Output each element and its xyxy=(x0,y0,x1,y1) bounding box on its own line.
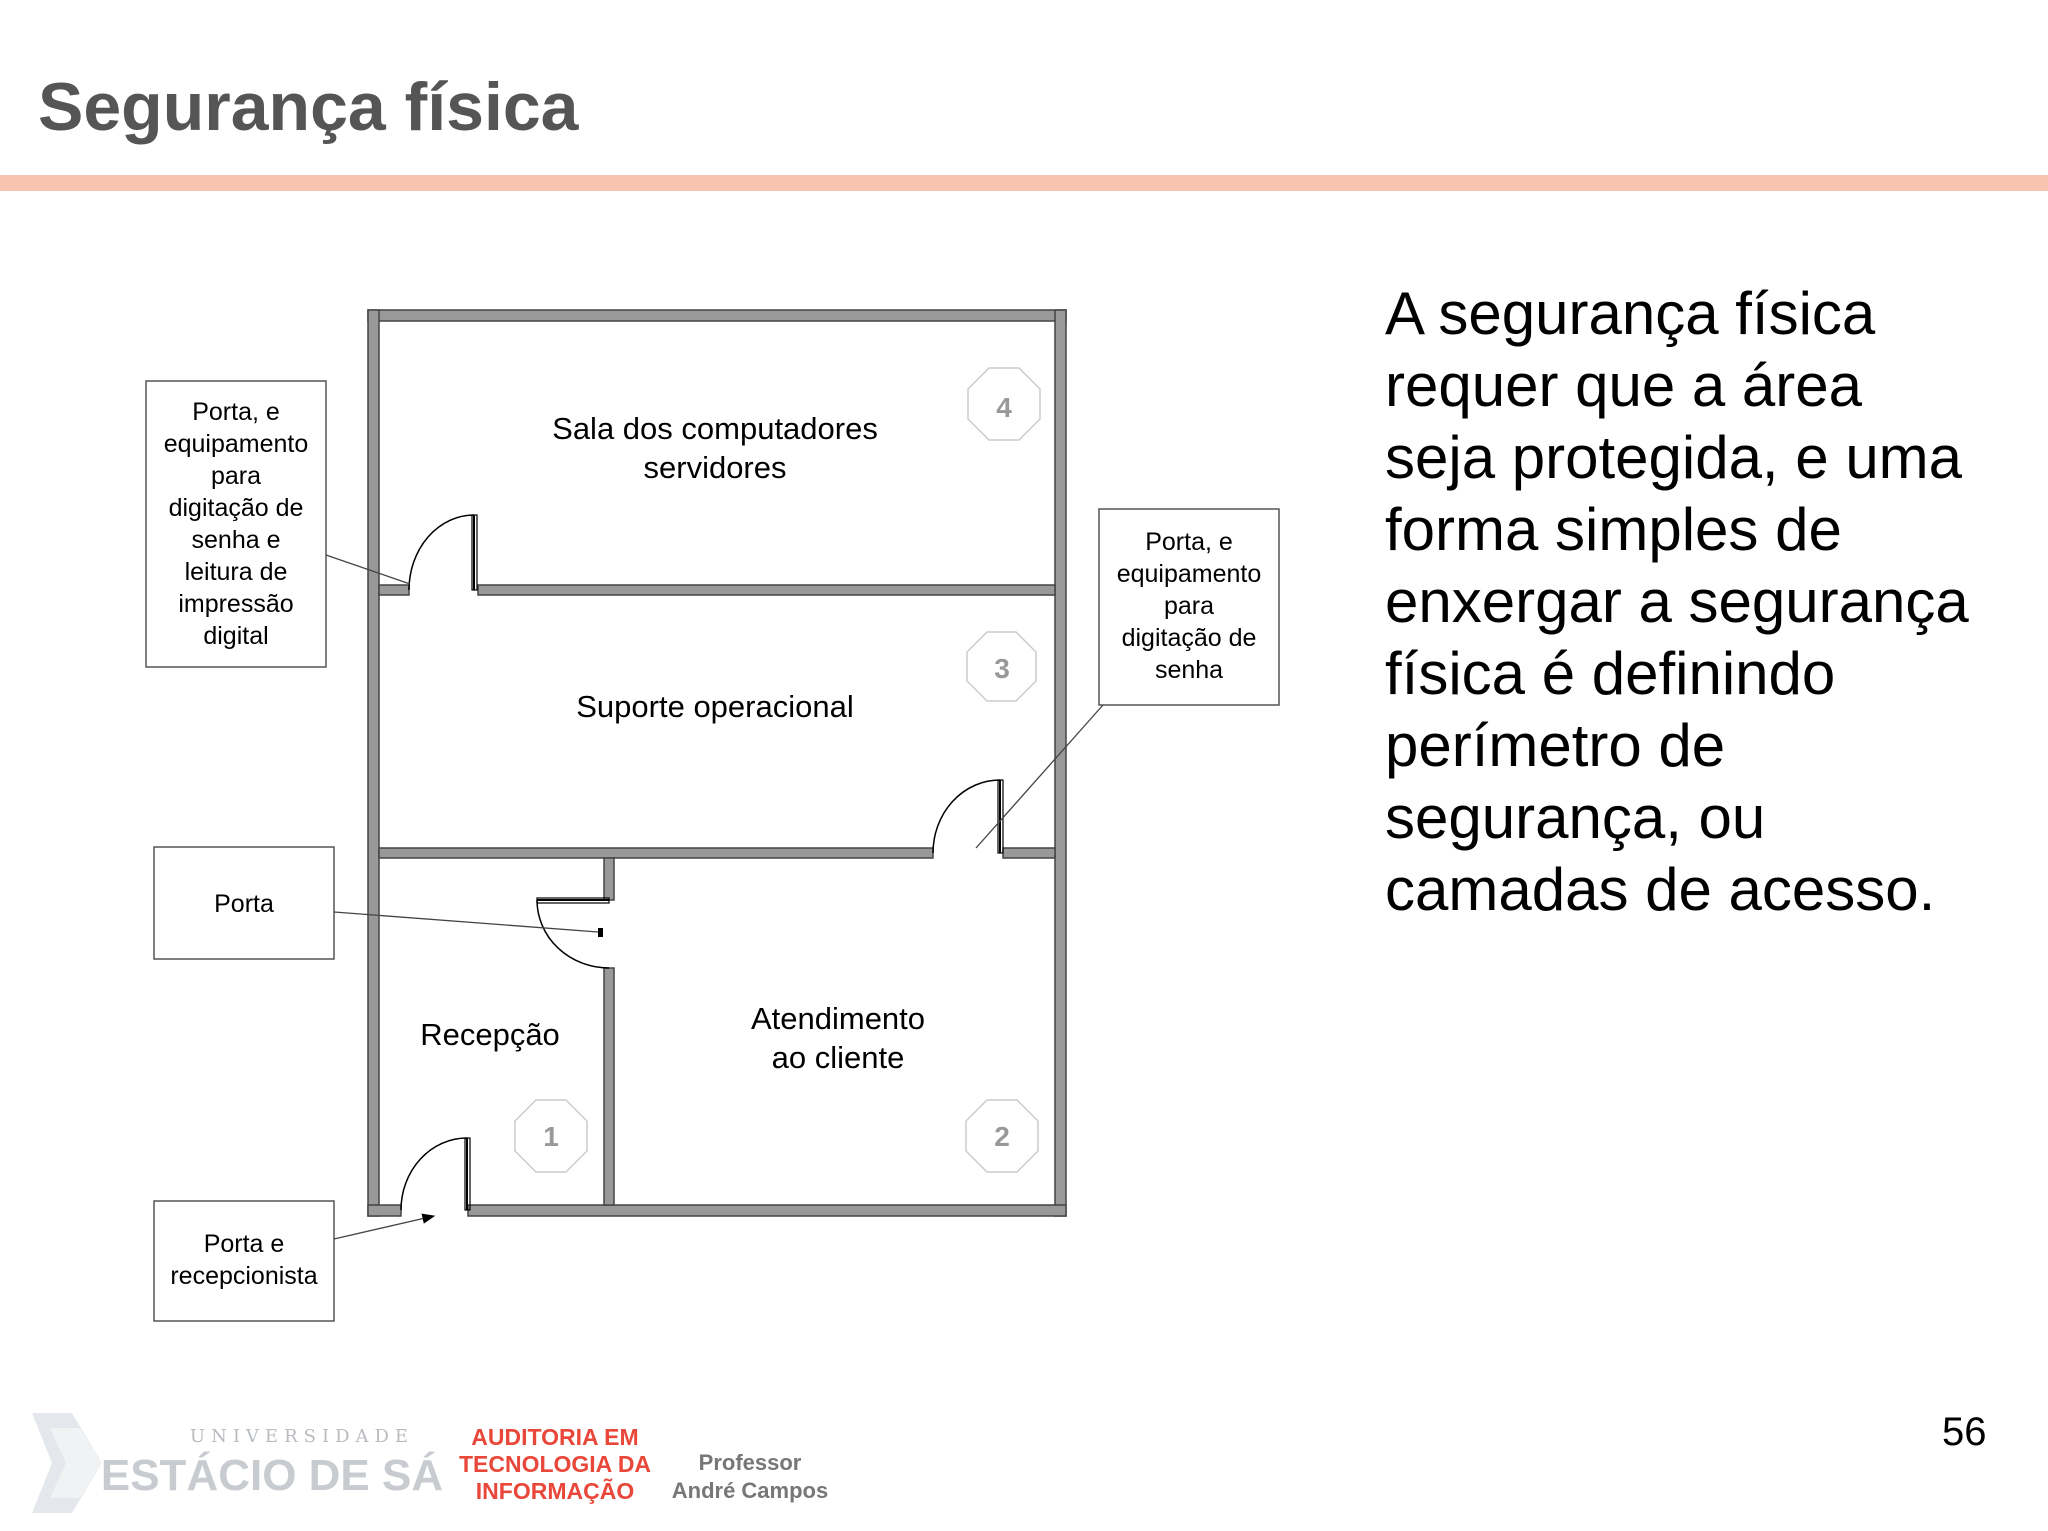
footer-professor-line: Professor xyxy=(698,1450,802,1475)
zone-badge-3 xyxy=(967,632,1036,701)
callout-line: digitação de xyxy=(1121,624,1257,652)
footer-course-line: INFORMAÇÃO xyxy=(475,1478,635,1504)
room-label-suporte: Suporte operacional xyxy=(576,689,854,724)
callout-line: recepcionista xyxy=(170,1262,318,1290)
footer-professor xyxy=(665,1449,835,1505)
body-text: A segurança física requer que a área seja protegida, e uma forma simples de enxergar a segurança física é definindo perímetro de segurança, ou camadas de acesso. xyxy=(1385,280,1969,923)
footer-course-title xyxy=(455,1424,655,1505)
callout-line: Porta e xyxy=(203,1230,285,1258)
zone-number: 3 xyxy=(994,653,1010,684)
footer-course-line: AUDITORIA EM xyxy=(471,1424,639,1450)
callout-reception-door xyxy=(154,1201,434,1321)
zone-badge-1 xyxy=(515,1100,587,1172)
zone-number: 1 xyxy=(543,1121,559,1152)
slide-title: Segurança física xyxy=(38,69,579,145)
footer-course-line: TECNOLOGIA DA xyxy=(458,1451,652,1477)
zone-badge-2 xyxy=(966,1100,1038,1172)
callout-line: impressão xyxy=(178,590,294,618)
callout-leader-arrow xyxy=(334,1216,434,1239)
page-number: 56 xyxy=(1942,1410,1987,1454)
callout-line: senha xyxy=(1154,656,1224,684)
zone-number: 2 xyxy=(994,1121,1010,1152)
callout-line: senha e xyxy=(191,526,281,554)
callout-line: leitura de xyxy=(184,558,288,586)
room-label-atendimento-line2: ao cliente xyxy=(771,1040,905,1075)
room-label-servidores-line1: Sala dos computadores xyxy=(552,411,878,446)
callout-line: Porta, e xyxy=(1145,528,1233,556)
callout-line: para xyxy=(210,462,262,490)
zone-badge-4 xyxy=(968,368,1040,440)
door-servidores xyxy=(409,515,477,590)
callout-line: digitação de xyxy=(168,494,304,522)
door-recepcao-interior xyxy=(537,898,609,968)
room-label-servidores-line2: servidores xyxy=(643,450,787,485)
room-label-recepcao: Recepção xyxy=(420,1017,560,1052)
callout-line: Porta xyxy=(214,890,274,918)
callout-line: Porta, e xyxy=(192,398,280,426)
logo-name: ESTÁCIO DE SÁ xyxy=(100,1451,444,1500)
door-entrada xyxy=(401,1138,470,1210)
callout-leader-line xyxy=(976,705,1103,848)
callout-line: equipamento xyxy=(163,430,309,458)
room-label-atendimento-line1: Atendimento xyxy=(750,1001,926,1036)
logo-university-word: UNIVERSIDADE xyxy=(189,1426,415,1447)
door-suporte xyxy=(933,780,1003,853)
interior-walls xyxy=(379,585,1055,1205)
university-logo xyxy=(32,1408,452,1518)
zone-number: 4 xyxy=(996,392,1012,423)
callout-line: para xyxy=(1163,592,1215,620)
callout-line: digital xyxy=(203,622,269,650)
callout-line: equipamento xyxy=(1116,560,1262,588)
footer-professor-line: André Campos xyxy=(671,1478,829,1503)
